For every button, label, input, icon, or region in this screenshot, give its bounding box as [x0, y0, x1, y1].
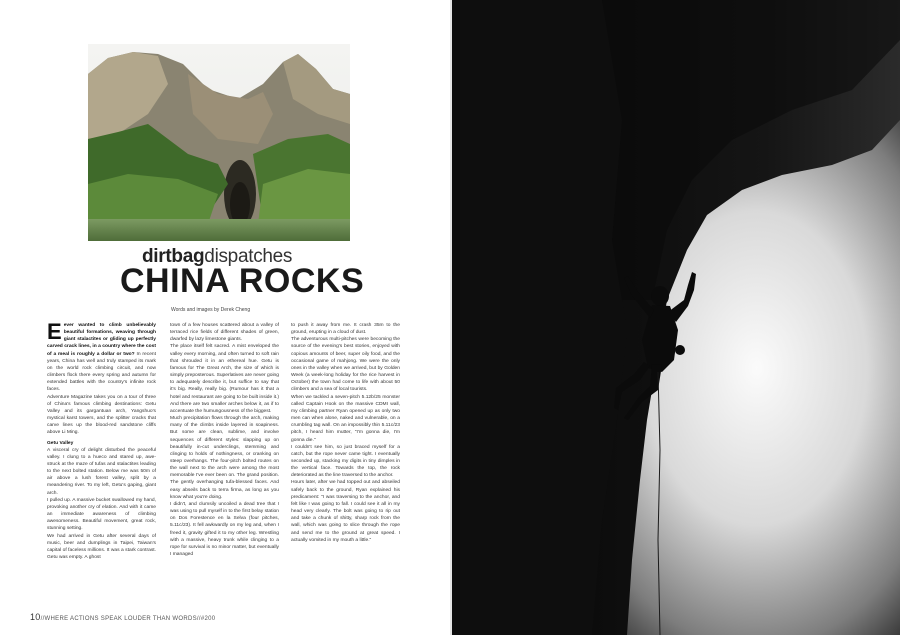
- climber-silhouette-photo: [452, 0, 900, 635]
- page-footer: [30, 612, 215, 622]
- text-column-1: [47, 322, 156, 598]
- paragraph: I pulled up. A massive bucket swallowed my hand, provoking another cry of elation. And with it came an immediate awareness of climbing awesomeness. Beautiful movement, great rock, stunning setting.: [47, 497, 156, 532]
- paragraph: The adventurous multi-pitches were becoming the source of the evening's best stories, enjoyed with copious amounts of beer, super oily food, and the occasional game of mahjong. We were the only ones in the valley when we arrived, but by Golden Week (a week-long holiday for the rice harvest in October) the town had come to life with about 50 climbers and a sea of local tourists.: [291, 337, 400, 393]
- paragraph: A visceral cry of delight disturbed the peaceful valley. I clung to a hueco and stared up, awe-struck at the maze of tufas and stalactites leading to the next bolted station. Below me was 50m of air above a lush forest valley, split by a meandering river. To my left, Getu's gaping, giant arch.: [47, 447, 156, 496]
- drop-cap: E: [47, 322, 62, 344]
- paragraph: We had arrived in Getu after several days of music, beer and dumplings in Taipei, Taiwan's capital of faceless millions. It was a stark contrast. Getu was empty. A ghost: [47, 533, 156, 560]
- paragraph: When we tackled a seven-pitch 5.12b/25 monster called Captain Hook on the massive CDMI wall, my climbing partner Ryan opened up as only two men can when alone, naked and vulnerable, on a crumbling tag wall. On an impossibly thin 5.11c/23 pitch, I heard him mutter, "I'm gonna die, I'm gonna die.": [291, 394, 400, 443]
- article-title: CHINA ROCKS: [120, 262, 365, 300]
- section-label-bold: dirtbag: [142, 246, 205, 267]
- lead-text: ever wanted to climb unbelievably beautiful formations, weaving through giant stalactites or gliding up perfectly carved crack lines, in a country where the cost of a meal is roughly a dollar or two?: [47, 323, 156, 357]
- paragraph: Adventure Magazine takes you on a tour of three of China's famous climbing destinations: Getu Valley and its gargantuan arch, Yangshuo's mystical karst towers, and the splitter cracks that carve lines up the blood-red sandstone cliffs above Li Ming.: [47, 394, 156, 436]
- paragraph: Much precipitation flows through the arch, making many of the climbs inside layered in soapiness. But some are clean, sublime, and involve sequences of different styles: slapping up on beautifully in-cut underclings, stemming and clinging to holds of nothingness, or cranking on steep overhangs. The four-pitch bolted routes on the wall next to the arch were among the most memorable I've ever been on. The grand position. The gently overhanging tufa-blessed faces. And easy abseils back to terra firma, as long as you know what you're doing.: [170, 416, 279, 500]
- karst-arch-photo: [88, 44, 350, 241]
- text-column-3: [291, 322, 400, 598]
- intro-text: In recent years, China has well and truly stamped its mark on the world rock climbing circuit, and now climbers flock there every spring and autumn for extended battles with the country's infinite rock faces.: [47, 351, 156, 393]
- page-number: 10: [30, 612, 41, 622]
- text-column-2: [170, 322, 279, 598]
- footer-tagline: //WHERE ACTIONS SPEAK LOUDER THAN WORDS//#200: [40, 616, 216, 622]
- paragraph: The place itself felt sacred. A mist enveloped the valley every morning, and often turned to soft rain that shrouded it in an ethereal hue. Getu is famous for The Great Arch, the size of which is simply preposterous. Superlatives are never going to adequately describe it, but suffice to say that it's big. Really, really big. (Rumour has it that a hotel and restaurant are going to be built inside it.) And there are two smaller arches below it, as if to accentuate the humungousness of the biggest.: [170, 344, 279, 414]
- paragraph: town of a few houses scattered about a valley of terraced rice fields of different shades of green, dwarfed by lazy limestone giants.: [170, 323, 279, 343]
- paragraph: I didn't, and clumsily uncoiled a dead tree that I was using to pull myself in to the first belay station on Dos Forestence en la Selva (four pitches, 5.11c/23). It fell awkwardly on my leg and, when I freed it, gravity gifted it to my other leg. Wrestling with a massive, heavy trunk while clinging to a rope for survival is no minor matter, but eventually I managed: [170, 501, 279, 557]
- subhead-getu-valley: Getu Valley: [47, 440, 74, 446]
- lead-paragraph: [47, 322, 156, 394]
- paragraph: to push it away from me. It crash 35m to the ground, erupting in a cloud of dust.: [291, 323, 400, 336]
- paragraph: I couldn't see him, so just braced myself for a catch, but the rope never came tight. I eventually seconded up, stacking my digits in tiny dimples in the vertical face. Towards the top, the rock deteriorated as the line traversed to the anchor.: [291, 444, 400, 479]
- section-label-light: dispatches: [204, 246, 293, 267]
- byline: Words and images by Derek Cheng: [171, 307, 251, 313]
- paragraph: Hours later, after we had topped out and abseiled safely back to the ground, Ryan explained his predicament: "I was traversing to the anchor, and felt like I was going to fall. I could see it all in my head very clearly. The bolt was going to rip out and take a chunk of shitty, sharp rock from the wall, which was going to slice through the rope and send me to the ground at great speed. I actually vomited in my mouth a little.": [291, 480, 400, 543]
